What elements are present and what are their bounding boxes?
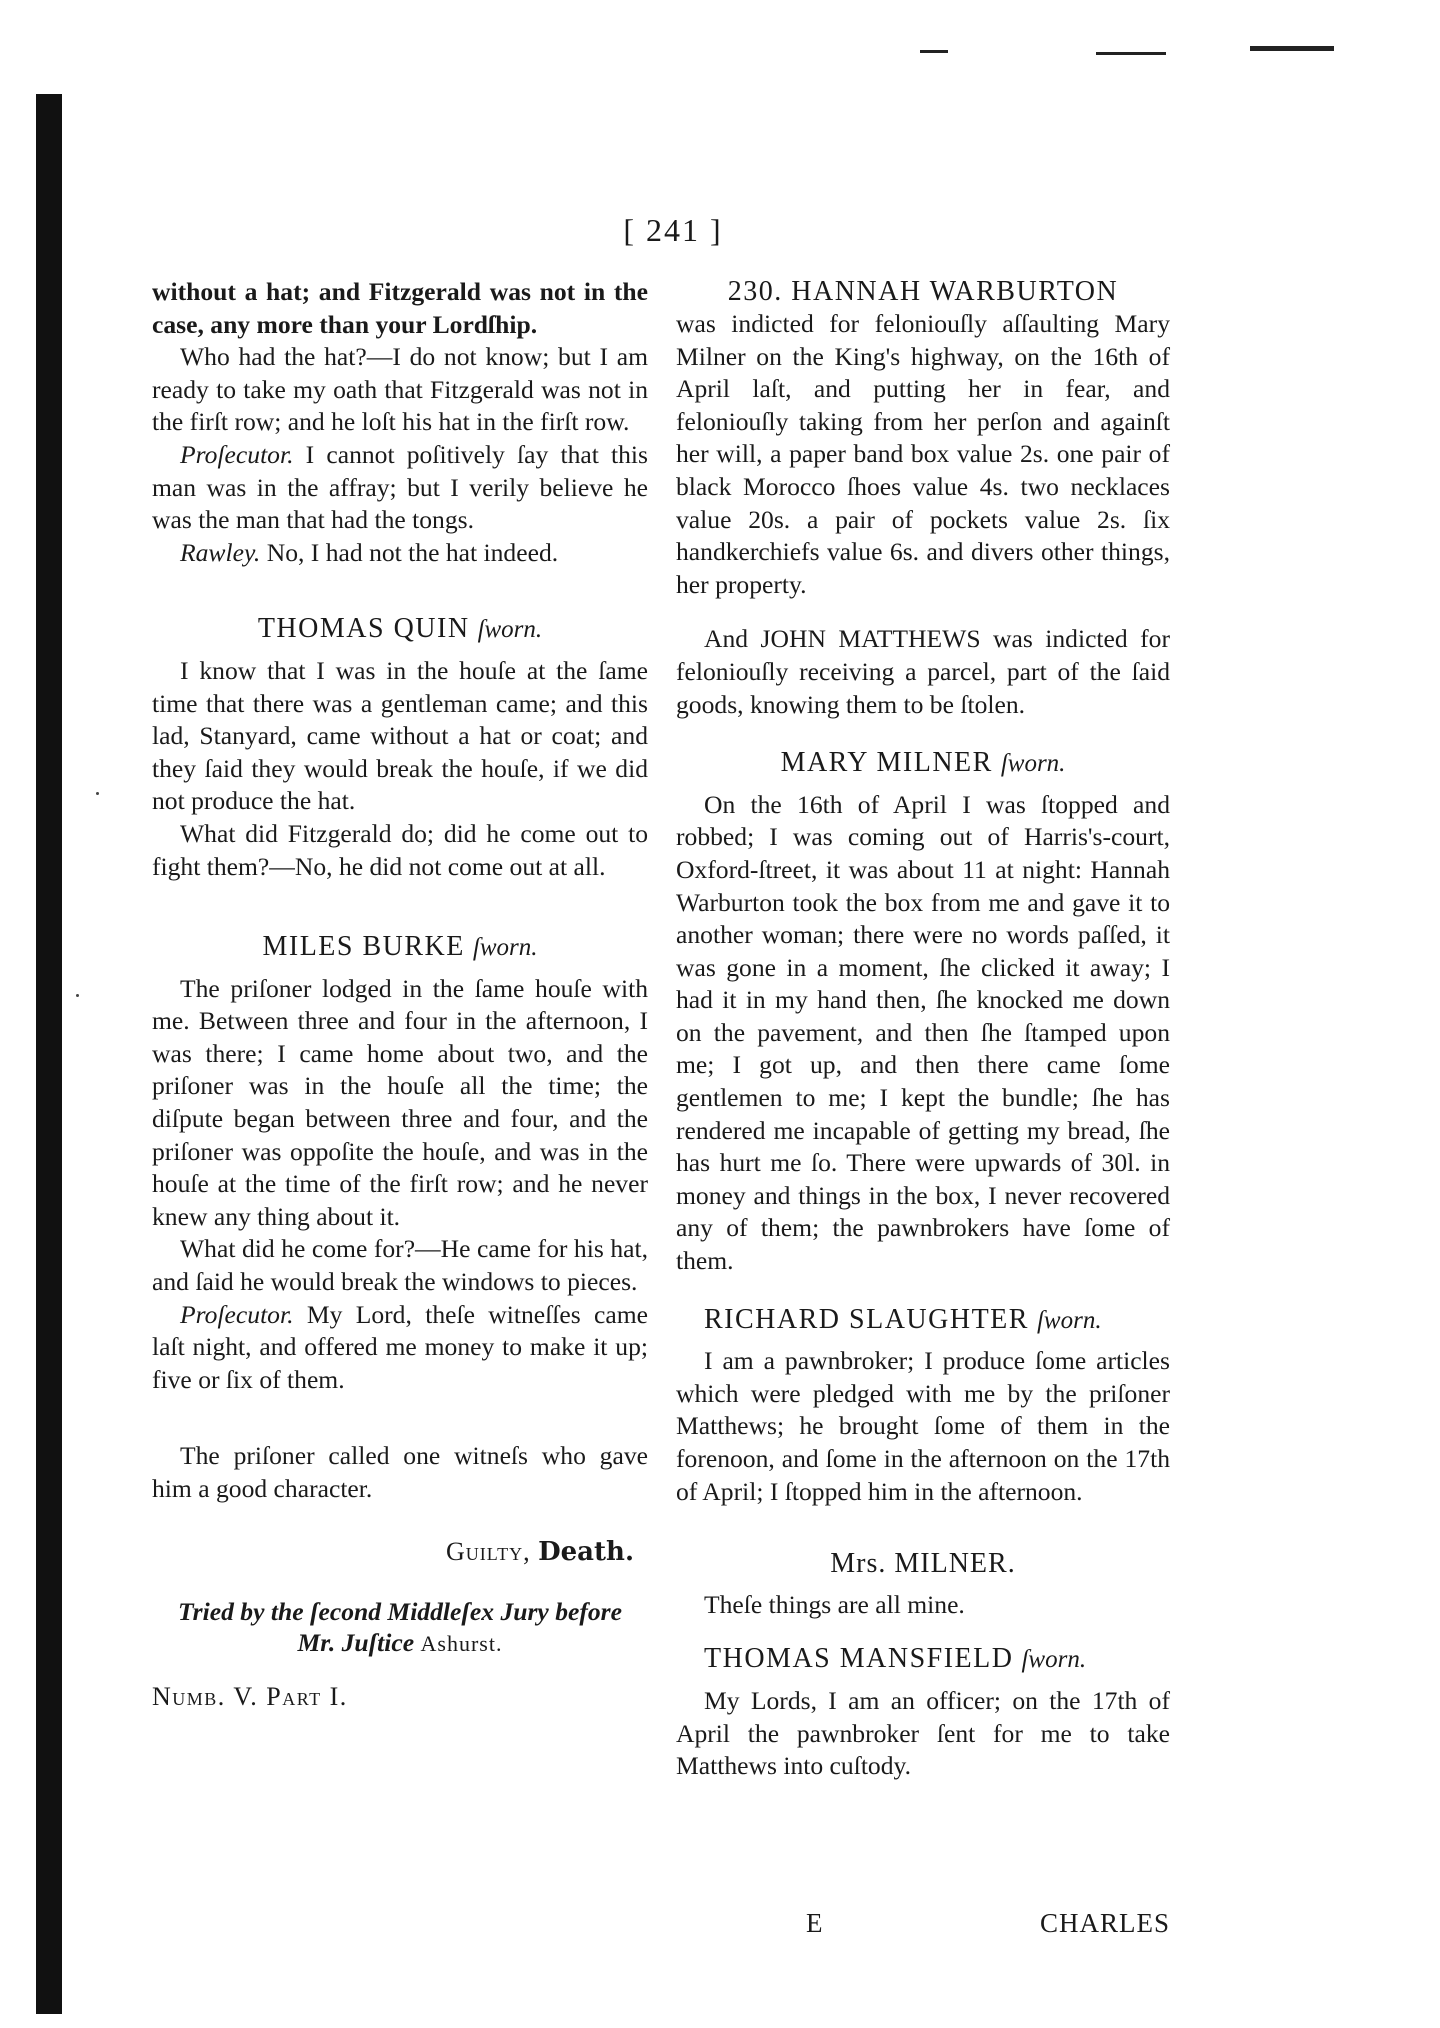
paragraph: Theſe things are all mine. xyxy=(704,1589,965,1619)
judge-name: Ashurst. xyxy=(420,1631,503,1657)
witness-name: THOMAS MANSFIELD xyxy=(704,1643,1014,1675)
sworn-label: ſworn. xyxy=(1000,750,1066,778)
right-column xyxy=(676,276,1170,1783)
witness-heading xyxy=(152,613,648,647)
witness-heading xyxy=(152,931,648,965)
page-number: [ 241 ] xyxy=(623,212,723,248)
case-header xyxy=(676,276,1170,308)
paragraph: On the 16th of April I was ſtopped and robbed; I was coming out of Harris's-court, Oxford-ſtreet, it was about 11 at night: Hannah Warburton took the box from me and gave it to another woman; there were no words paſſed, it was gone in a moment, ſhe clicked it away; I had it in my hand then, ſhe knocked me down on the pavement, and then ſhe ſtamped upon me; I got up, and then there came ſome gentlemen to me; I kept the bundle; ſhe has rendered me incapable of getting my bread, ſhe has hurt me ſo. There were upwards of 30l. in money and things in the box, I never recovered any of them; the pawnbrokers have ſome of them. xyxy=(676,789,1170,1276)
scan-speckle xyxy=(76,994,79,997)
paragraph: The priſoner lodged in the ſame houſe with me. Between three and four in the afternoon, I was there; I came home about two, and the priſoner was in the houſe all the time; the diſpute began between three and four, and the priſoner was oppoſite the houſe, and was in the houſe at the time of the firſt row; and he never knew any thing about it. xyxy=(152,973,648,1231)
book-binding-shadow xyxy=(36,94,62,2014)
witness-heading xyxy=(676,1304,1170,1338)
speaker-label: Proſecutor. xyxy=(180,439,294,469)
sworn-label: ſworn. xyxy=(1036,1306,1102,1334)
paragraph: was indicted for feloniouſly aſſaulting Mary Milner on the King's highway, on the 16th of April laſt, and putting her in fear, and feloniouſly taking from her perſon and againſt her will, a paper band box value 2s. one pair of black Morocco ſhoes value 4s. two necklaces value 20s. a pair of pockets value 2s. ſix handkerchiefs value 6s. and divers other things, her property. xyxy=(676,309,1170,599)
paragraph: What did Fitzgerald do; did he come out to fight them?—No, he did not come out at all. xyxy=(152,818,648,881)
paragraph-text: No, I had not the hat indeed. xyxy=(266,537,559,567)
paragraph: I am a pawnbroker; I produce ſome articles which were pledged with me by the priſoner Matthews; he brought ſome of them in the forenoon, and ſome in the afternoon on the 17th of April; I ſtopped him in the afternoon. xyxy=(676,1346,1170,1506)
scan-mark xyxy=(920,50,948,53)
left-column xyxy=(152,276,648,1714)
paragraph xyxy=(152,1299,648,1397)
sworn-label: ſworn. xyxy=(1021,1646,1087,1674)
paragraph: My Lords, I am an officer; on the 17th of April the pawnbroker ſent for me to take Matthews into cuſtody. xyxy=(676,1685,1170,1781)
witness-heading xyxy=(676,747,1170,781)
signature-mark: E xyxy=(806,1908,824,1938)
witness-name: MILES BURKE xyxy=(262,931,465,963)
trial-note-line: Mr. Juſtice xyxy=(297,1628,415,1658)
paragraph: without a hat; and Fitzgerald was not in the case, any more than your Lordſhip. xyxy=(152,277,648,339)
scan-speckle xyxy=(96,792,99,795)
paragraph: Who had the hat?—I do not know; but I am ready to take my oath that Fitzgerald was not in the firſt row; and he loſt his hat in the firſt row. xyxy=(152,342,648,437)
scan-mark xyxy=(1250,46,1334,51)
verdict-word: Guilty, xyxy=(445,1536,531,1566)
witness-name: RICHARD SLAUGHTER xyxy=(704,1303,1029,1335)
paragraph: I know that I was in the houſe at the ſame time that there was a gentleman came; and this lad, Stanyard, came without a hat or coat; and they ſaid they would break the houſe, if we did not produce the hat. xyxy=(152,655,648,816)
paragraph: The priſoner called one witneſs who gave him a good character. xyxy=(152,1441,648,1503)
paragraph xyxy=(152,439,648,537)
scan-mark xyxy=(1096,52,1166,55)
paragraph xyxy=(152,537,648,570)
sworn-label: ſworn. xyxy=(472,934,538,962)
speaker-label: Rawley. xyxy=(180,537,261,567)
part-number: Numb. V. Part I. xyxy=(152,1682,348,1712)
paragraph: And JOHN MATTHEWS was indicted for feloniouſly receiving a parcel, part of the ſaid goods, knowing them to be ſtolen. xyxy=(676,624,1170,719)
sworn-label: ſworn. xyxy=(477,616,543,644)
paragraph-text: My Lord, theſe witneſſes came laſt night, and offered me money to make it up; five or ſix of them. xyxy=(152,1299,648,1394)
trial-note-line: Tried by the ſecond Middleſex Jury before xyxy=(178,1597,622,1627)
verdict-sentence: Death. xyxy=(538,1536,634,1567)
witness-heading xyxy=(676,1548,1170,1581)
witness-name: Mrs. MILNER. xyxy=(830,1548,1016,1580)
witness-name: THOMAS QUIN xyxy=(257,613,470,645)
speaker-label: Proſecutor. xyxy=(180,1299,294,1329)
witness-name: MARY MILNER xyxy=(780,747,993,779)
trial-note xyxy=(152,1596,648,1659)
paragraph-text: I cannot poſitively ſay that this man was in the affray; but I verily believe he was the man that had the tongs. xyxy=(152,439,648,535)
catchword: CHARLES xyxy=(1039,1908,1170,1938)
verdict xyxy=(152,1536,634,1569)
witness-heading xyxy=(676,1643,1170,1677)
paragraph: What did he come for?—He came for his hat, and ſaid he would break the windows to pieces. xyxy=(152,1234,648,1297)
case-header-text: 230. HANNAH WARBURTON xyxy=(727,276,1119,307)
